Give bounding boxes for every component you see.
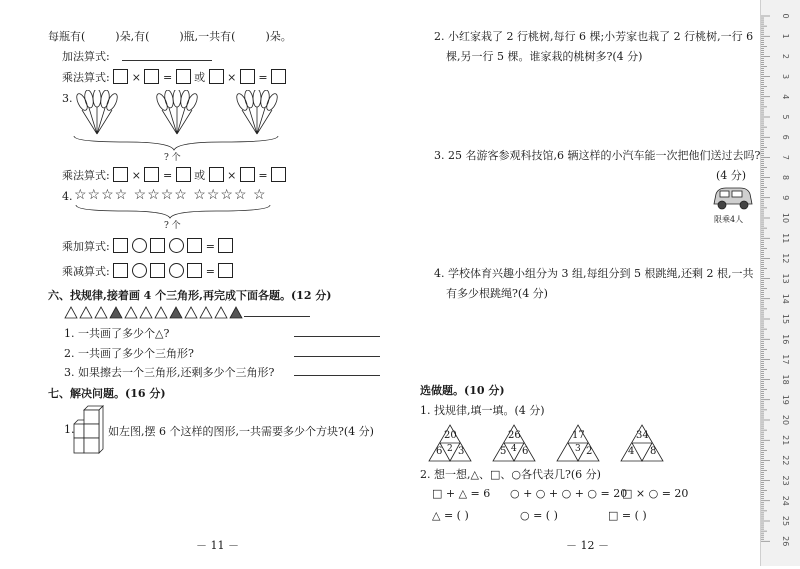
answer-box[interactable] [113, 263, 128, 278]
answer-line[interactable] [294, 336, 380, 337]
triangle-right-number: 2 [586, 446, 593, 457]
ruler-label: 8 [781, 175, 790, 181]
q3-mul-row [62, 167, 286, 183]
ruler-label: 10 [781, 212, 790, 224]
operator-circle[interactable] [169, 263, 184, 278]
bouquet-icon [75, 90, 120, 134]
answer-box[interactable] [150, 263, 165, 278]
sec7-q1-number: 1. [64, 423, 75, 436]
equals-sign: = [162, 169, 173, 182]
ruler-label: 1 [781, 33, 790, 39]
ruler-label: 2 [781, 53, 790, 59]
bouquet-icon [235, 90, 280, 134]
cube-stack-icon [72, 404, 108, 454]
operator-circle[interactable] [169, 238, 184, 253]
ruler-label: 3 [781, 74, 790, 80]
mul-label: 乘法算式: [62, 169, 110, 182]
page-number-right: － 12 － [566, 539, 609, 552]
q3-number: 3. [62, 92, 73, 105]
answer-triangle[interactable]: △ = ( ) [432, 509, 469, 522]
times-sign: × [131, 71, 141, 84]
answer-box[interactable] [150, 238, 165, 253]
equals-sign: = [258, 71, 268, 84]
triangle-left-number: 5 [500, 446, 507, 457]
equation-1: □ + △ = 6 [432, 487, 491, 500]
triangle-right-number: 3 [458, 446, 465, 457]
mul-label: 乘法算式: [62, 71, 110, 84]
q2-text-part1: 每瓶有( [48, 30, 86, 43]
equals-sign: = [205, 265, 215, 278]
number-triangle [492, 424, 536, 462]
answer-box[interactable] [209, 167, 224, 182]
ruler-label: 13 [781, 273, 790, 284]
equals-sign: = [162, 71, 173, 84]
triangle-top-number: 20 [444, 430, 457, 441]
ruler-label: 17 [781, 354, 790, 365]
add-answer-line[interactable] [122, 60, 212, 61]
ruler-label: 14 [781, 293, 790, 304]
ruler-label: 26 [781, 536, 790, 547]
ruler-label: 23 [781, 475, 790, 486]
triangle-top-number: 17 [572, 430, 585, 441]
question-count-label: ? 个 [164, 153, 181, 163]
r-q3-line1: 3. 25 名游客参观科技馆,6 辆这样的小汽车能一次把他们送过去吗? [434, 149, 761, 162]
sec6-q2: 2. 一共画了多少个三角形? [64, 347, 194, 360]
r-q2-line1: 2. 小红家栽了 2 行桃树,每行 6 棵;小芳家也栽了 2 行桃树,一行 6 [434, 30, 754, 43]
or-text: 或 [194, 169, 206, 182]
bouquet-icon [155, 90, 200, 134]
triangle-mid-number: 4 [511, 444, 517, 454]
answer-box[interactable] [271, 167, 286, 182]
ruler-label: 25 [781, 515, 790, 527]
stars-row: ☆☆☆☆ ☆☆☆☆ ☆☆☆☆ ☆ [74, 187, 267, 203]
triangle-pattern [64, 305, 244, 319]
left-page [0, 0, 400, 566]
number-triangle [620, 424, 664, 462]
r-q2-line2: 棵,另一行 5 棵。谁家栽的桃树多?(4 分) [446, 50, 643, 63]
answer-square[interactable]: □ = ( ) [608, 509, 647, 522]
answer-box[interactable] [113, 69, 128, 84]
page-number-left: － 11 － [196, 539, 239, 552]
sec6-q1: 1. 一共画了多少个△? [64, 327, 170, 340]
triangle-top-number: 34 [636, 430, 649, 441]
answer-box[interactable] [240, 69, 255, 84]
triangle-mid-number: 2 [447, 444, 453, 454]
ruler-label: 0 [781, 13, 790, 19]
ruler-label: 22 [781, 455, 790, 466]
ruler-label: 18 [781, 374, 790, 385]
ruler-ticks [761, 0, 800, 566]
number-triangle [556, 424, 600, 462]
answer-box[interactable] [209, 69, 224, 84]
q4-muladd-row [62, 238, 233, 254]
answer-box[interactable] [218, 263, 233, 278]
r-q4-line2: 有多少根跳绳?(4 分) [446, 287, 548, 300]
optional-section-title: 选做题。(10 分) [420, 384, 505, 397]
ruler-label: 5 [781, 114, 790, 120]
car-capacity-label: 限乘4人 [714, 215, 744, 224]
ruler-label: 15 [781, 313, 790, 325]
ruler-label: 12 [781, 253, 790, 264]
q2-bottle-line [48, 28, 292, 44]
sec6-q3: 3. 如果擦去一个三角形,还剩多少个三角形? [64, 366, 275, 379]
q2-text-part4: )朵。 [265, 30, 292, 43]
answer-box[interactable] [113, 167, 128, 182]
ruler-label: 24 [781, 495, 790, 506]
ruler-label: 4 [781, 94, 790, 100]
triangle-right-number: 6 [522, 446, 529, 457]
r-q3-score: (4 分) [716, 169, 747, 182]
ruler-label: 9 [781, 195, 790, 201]
mulsub-label: 乘减算式: [62, 265, 110, 278]
answer-circle[interactable]: ○ = ( ) [520, 509, 558, 522]
q4-number: 4. [62, 190, 73, 203]
ruler-label: 7 [781, 154, 790, 160]
car-icon [710, 184, 756, 214]
or-text: 或 [194, 71, 206, 84]
q2-add-row [62, 48, 110, 64]
q2-text-part2: )朵,有( [115, 30, 150, 43]
triangle-mid-number: 3 [575, 444, 581, 454]
equals-sign: = [205, 240, 215, 253]
answer-box[interactable] [187, 238, 202, 253]
equation-3: □ × ○ = 20 [622, 487, 689, 500]
muladd-label: 乘加算式: [62, 240, 110, 253]
q2-text-part3: )瓶,一共有( [179, 30, 236, 43]
ruler [760, 0, 800, 566]
answer-box[interactable] [113, 238, 128, 253]
ruler-label: 19 [781, 394, 790, 405]
triangle-left-number: 6 [436, 446, 443, 457]
answer-box[interactable] [144, 69, 159, 84]
answer-box[interactable] [187, 263, 202, 278]
ruler-label: 21 [781, 435, 790, 446]
answer-box[interactable] [176, 69, 191, 84]
operator-circle[interactable] [132, 238, 147, 253]
equation-2: ○ + ○ + ○ + ○ = 20 [510, 487, 628, 500]
answer-line[interactable] [294, 375, 380, 376]
answer-box[interactable] [144, 167, 159, 182]
q2-mul-row [62, 69, 286, 85]
times-sign: × [131, 169, 141, 182]
answer-line[interactable] [294, 356, 380, 357]
section-6-title: 六、找规律,接着画 4 个三角形,再完成下面各题。(12 分) [48, 289, 332, 302]
triangle-top-number: 26 [508, 430, 521, 441]
answer-box[interactable] [176, 167, 191, 182]
ruler-label: 16 [781, 334, 790, 345]
answer-box[interactable] [218, 238, 233, 253]
r-q4-line1: 4. 学校体育兴趣小组分为 3 组,每组分到 5 根跳绳,还剩 2 根,一共 [434, 267, 754, 280]
question-count-label: ? 个 [164, 221, 181, 231]
equals-sign: = [258, 169, 268, 182]
triangle-left-number: 4 [628, 446, 635, 457]
times-sign: × [227, 71, 237, 84]
section-7-title: 七、解决问题。(16 分) [48, 387, 166, 400]
answer-box[interactable] [240, 167, 255, 182]
times-sign: × [227, 169, 237, 182]
triangle-right-number: 8 [650, 446, 657, 457]
sec7-q1: 如左图,摆 6 个这样的图形,一共需要多少个方块?(4 分) [108, 425, 374, 438]
q4-mulsub-row [62, 263, 233, 279]
opt-q2: 2. 想一想,△、□、○各代表几?(6 分) [420, 468, 601, 481]
right-page [400, 0, 760, 566]
ruler-label: 20 [781, 414, 790, 426]
answer-box[interactable] [271, 69, 286, 84]
number-triangle [428, 424, 472, 462]
continue-pattern-line[interactable] [244, 316, 310, 317]
operator-circle[interactable] [132, 263, 147, 278]
brace-icon [74, 136, 278, 150]
opt-q1: 1. 找规律,填一填。(4 分) [420, 404, 545, 417]
ruler-label: 11 [781, 233, 790, 244]
add-label: 加法算式: [62, 50, 110, 63]
ruler-label: 6 [781, 134, 790, 140]
